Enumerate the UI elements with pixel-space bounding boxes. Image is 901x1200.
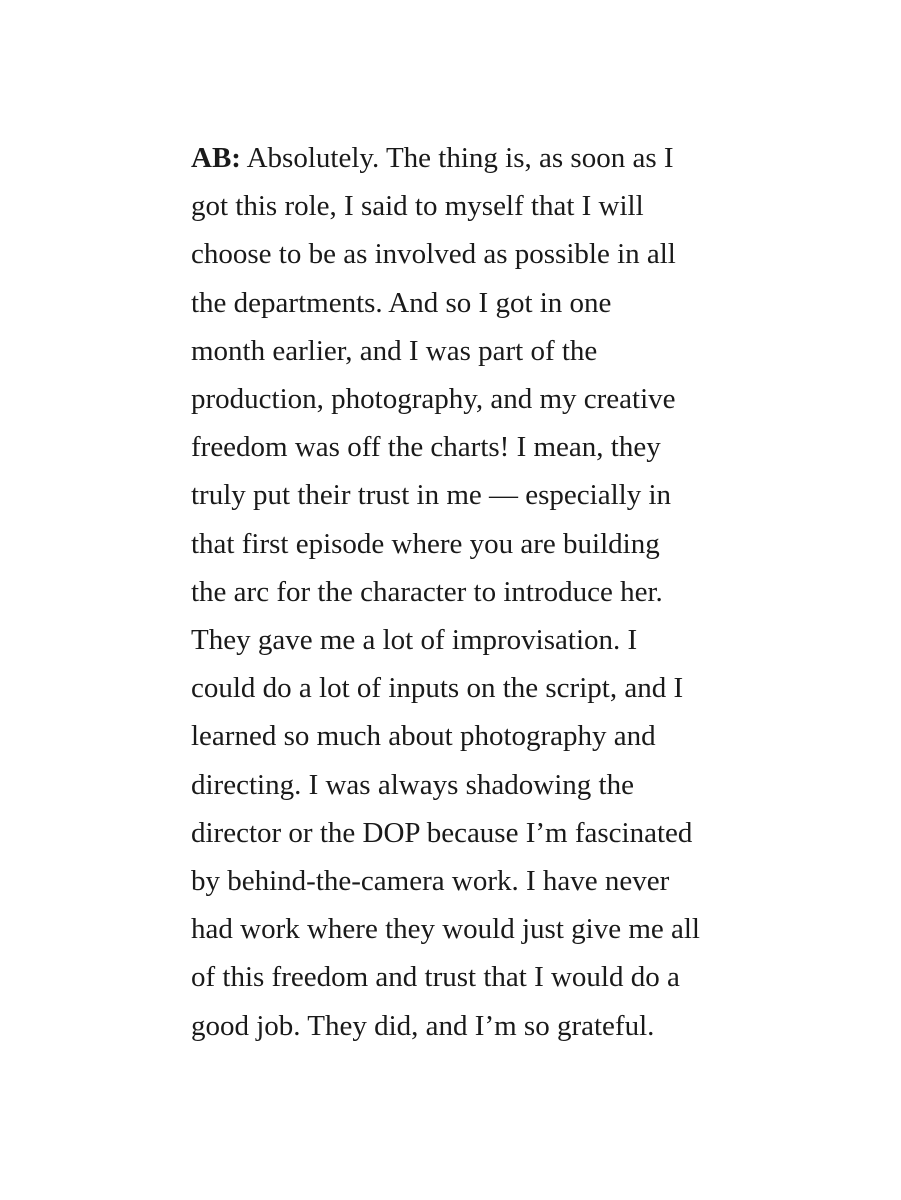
speaker-label: AB: bbox=[191, 142, 241, 174]
paragraph-line-6: production, photography, and my creative bbox=[191, 383, 676, 416]
paragraph-line-19: good job. They did, and I’m so grateful. bbox=[191, 1009, 655, 1042]
interview-answer-paragraph bbox=[191, 134, 751, 1050]
paragraph-line-14: directing. I was always shadowing the bbox=[191, 768, 634, 801]
line-text: Absolutely. The thing is, as soon as I bbox=[240, 142, 674, 174]
paragraph-line-16: by behind-the-camera work. I have never bbox=[191, 865, 670, 898]
paragraph-line-4: the departments. And so I got in one bbox=[191, 286, 612, 319]
paragraph-line-9: that first episode where you are building bbox=[191, 527, 660, 560]
paragraph-line-3: choose to be as involved as possible in all bbox=[191, 238, 676, 271]
paragraph-line-18: of this freedom and trust that I would do a bbox=[191, 961, 680, 994]
paragraph-line-8: truly put their trust in me — especially in bbox=[191, 479, 672, 512]
paragraph-line-11: They gave me a lot of improvisation. I bbox=[191, 624, 638, 657]
paragraph-line-7: freedom was off the charts! I mean, they bbox=[191, 431, 661, 464]
paragraph-line-12: could do a lot of inputs on the script, and I bbox=[191, 672, 684, 705]
paragraph-line-1 bbox=[191, 134, 751, 182]
paragraph-line-5: month earlier, and I was part of the bbox=[191, 334, 598, 367]
paragraph-line-10: the arc for the character to introduce her. bbox=[191, 575, 663, 608]
paragraph-line-17: had work where they would just give me all bbox=[191, 913, 700, 946]
paragraph-line-2: got this role, I said to myself that I will bbox=[191, 190, 644, 223]
paragraph-line-13: learned so much about photography and bbox=[191, 720, 656, 753]
paragraph-line-15: director or the DOP because I’m fascinated bbox=[191, 816, 693, 849]
